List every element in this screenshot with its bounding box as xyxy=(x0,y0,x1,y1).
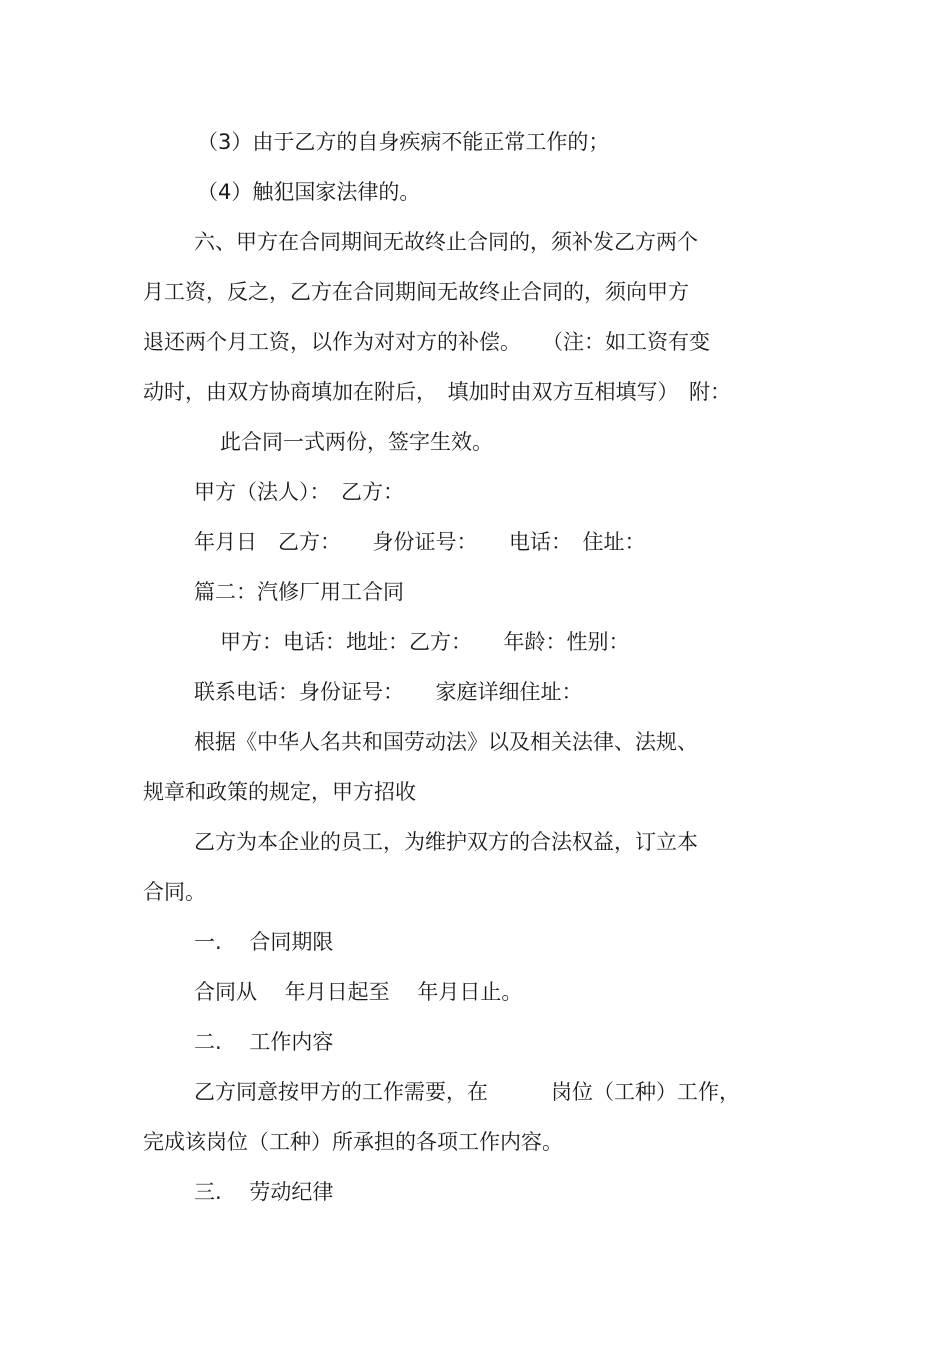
signature-details-line: 年月日 乙方： 身份证号： 电话： 住址： xyxy=(194,530,646,554)
heading-work-content: 二. 工作内容 xyxy=(194,1030,334,1054)
basis-line-1: 根据《中华人名共和国劳动法》以及相关法律、法规、 xyxy=(194,730,698,754)
work-content-line-2: 完成该岗位（工种）所承担的各项工作内容。 xyxy=(143,1130,563,1154)
work-content-line-1: 乙方同意按甲方的工作需要，在 岗位（工种）工作， xyxy=(194,1080,740,1104)
heading-labor-discipline: 三. 劳动纪律 xyxy=(194,1180,334,1204)
contact-info-line: 联系电话：身份证号： 家庭详细住址： xyxy=(194,680,583,704)
section-6-line-4: 动时，由双方协商填加在附后， 填加时由双方互相填写） 附： xyxy=(143,380,731,404)
clause-3-line: （3）由于乙方的自身疾病不能正常工作的； xyxy=(197,130,610,154)
signature-party-line: 甲方（法人）： 乙方： xyxy=(194,480,404,504)
copies-line: 此合同一式两份，签字生效。 xyxy=(220,430,493,454)
clause-4-line: （4）触犯国家法律的。 xyxy=(197,180,421,204)
purpose-line-1: 乙方为本企业的员工，为维护双方的合法权益，订立本 xyxy=(194,830,698,854)
section-6-line-1: 六、甲方在合同期间无故终止合同的，须补发乙方两个 xyxy=(194,230,698,254)
contract-term-line: 合同从 年月日起至 年月日止。 xyxy=(194,980,523,1004)
basis-line-2: 规章和政策的规定，甲方招收 xyxy=(143,780,416,804)
party-a-info-line: 甲方：电话：地址：乙方： 年龄：性别： xyxy=(220,630,630,654)
section-6-line-3: 退还两个月工资，以作为对对方的补偿。 （注：如工资有变 xyxy=(143,330,710,354)
section-6-line-2: 月工资，反之，乙方在合同期间无故终止合同的，须向甲方 xyxy=(143,280,689,304)
heading-contract-term: 一. 合同期限 xyxy=(194,930,334,954)
purpose-line-2: 合同。 xyxy=(143,880,206,904)
part-two-title: 篇二：汽修厂用工合同 xyxy=(194,580,404,604)
